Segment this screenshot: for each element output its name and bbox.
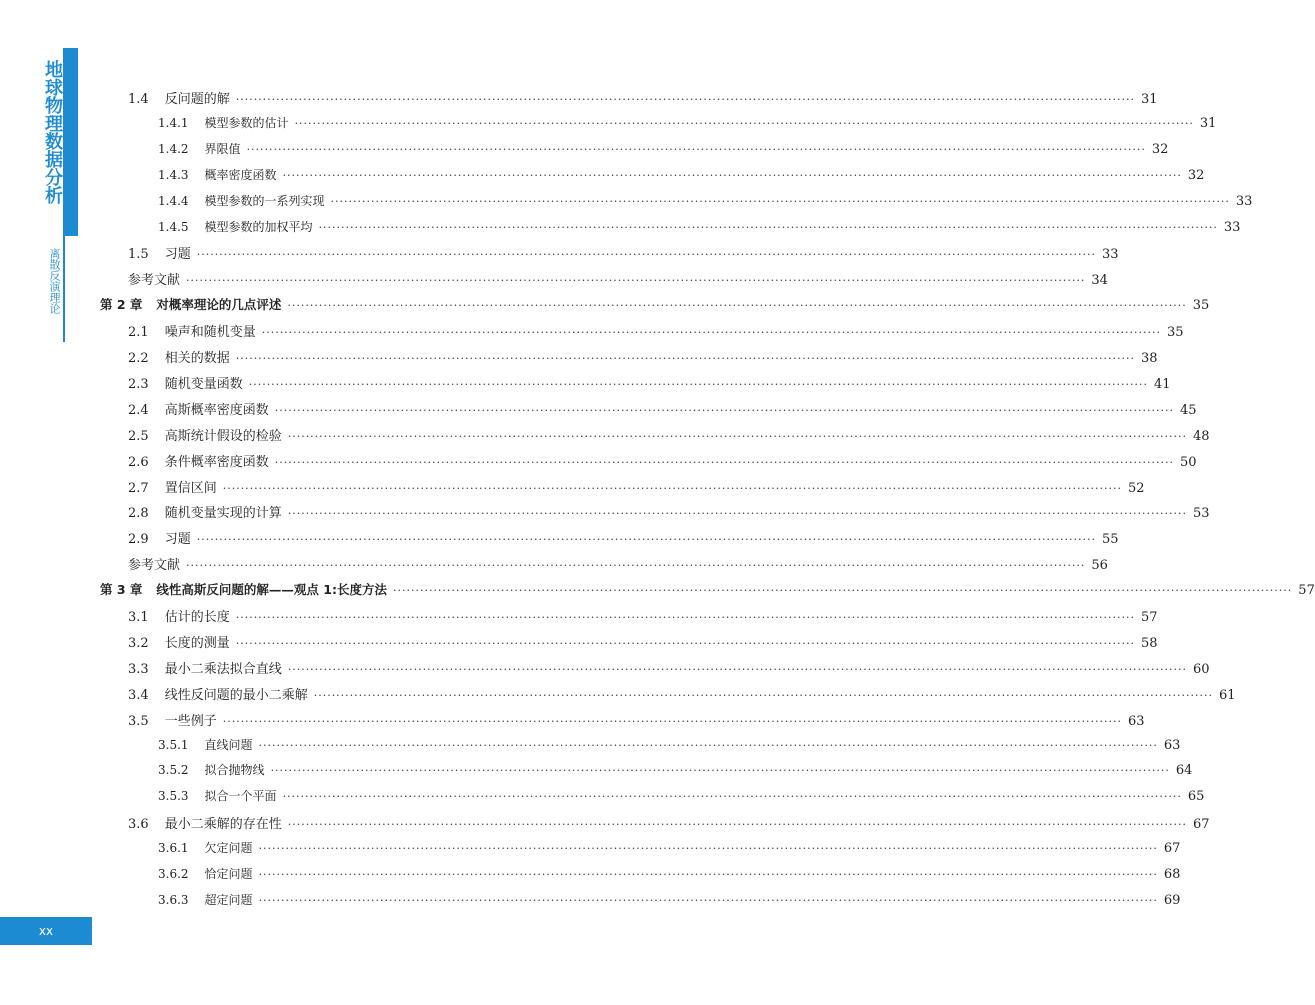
toc-entry-page: 61 — [1219, 687, 1236, 703]
side-accent-line — [63, 236, 65, 342]
toc-entry-page: 63 — [1163, 737, 1181, 753]
toc-entry-page: 32 — [1187, 167, 1205, 183]
toc-entry[interactable] — [128, 606, 1158, 628]
toc-entry-page: 57 — [1141, 610, 1158, 625]
toc-entry-page: 52 — [1128, 480, 1145, 496]
toc-entry-page: 31 — [1141, 92, 1158, 107]
toc-entry-number: 3.6 — [128, 817, 149, 833]
toc-entry[interactable] — [128, 88, 1158, 110]
toc-entry-page: 33 — [1102, 247, 1119, 263]
toc-entry[interactable] — [128, 321, 1184, 343]
toc-entry-page: 32 — [1151, 141, 1169, 157]
toc-entry-number: 1.4.4 — [158, 193, 189, 208]
toc-entry-title: 反问题的解 — [164, 92, 230, 107]
toc-entry-page: 48 — [1193, 428, 1210, 444]
toc-entry-title: 最小二乘解的存在性 — [164, 817, 282, 833]
toc-entry-title: 参考文献 — [128, 558, 181, 574]
toc-entry[interactable] — [128, 502, 1210, 524]
toc-entry[interactable] — [158, 761, 1193, 783]
toc-entry-page: 58 — [1141, 635, 1158, 651]
toc-entry[interactable] — [128, 269, 1108, 291]
toc-entry-number: 3.6.3 — [158, 892, 189, 907]
toc-entry-number: 3.5.1 — [158, 737, 189, 752]
toc-dot-leader: ········································································································································································································ — [258, 738, 1158, 752]
toc-entry-number: 2.5 — [128, 428, 149, 444]
toc-dot-leader: ········································································································································································································ — [282, 168, 1182, 182]
toc-entry-page: 63 — [1128, 713, 1145, 729]
toc-entry[interactable] — [158, 218, 1241, 240]
toc-dot-leader: ········································································································································································································ — [287, 429, 1188, 443]
toc-entry-number: 3.5 — [128, 713, 149, 729]
toc-dot-leader: ········································································································································································································ — [235, 611, 1136, 624]
side-band — [0, 0, 78, 1005]
toc-entry[interactable] — [158, 839, 1181, 861]
toc-entry[interactable] — [158, 891, 1181, 913]
toc-dot-leader: ········································································································································································································ — [235, 93, 1136, 106]
toc-entry-title: 长度的测量 — [164, 635, 230, 651]
toc-dot-leader: ········································································································································································································ — [235, 352, 1136, 365]
toc-entry-number: 3.6.2 — [158, 867, 189, 881]
toc-entry-number: 第 3 章 — [100, 582, 143, 598]
toc-entry-number: 2.3 — [128, 376, 149, 392]
toc-entry-title: 相关的数据 — [164, 351, 230, 366]
side-accent-bar — [63, 48, 78, 236]
toc-entry-number: 3.5.2 — [158, 763, 189, 778]
toc-dot-leader: ········································································································································································································ — [274, 403, 1175, 417]
toc-entry-title: 习题 — [164, 247, 191, 263]
toc-dot-leader: ········································································································································································································ — [258, 842, 1158, 856]
toc-entry-number: 2.8 — [128, 506, 149, 522]
toc-entry-number: 3.4 — [128, 687, 149, 703]
toc-entry-number: 1.4.3 — [158, 167, 189, 182]
toc-dot-leader: ········································································································································································································ — [287, 299, 1187, 313]
toc-entry-title: 对概率理论的几点评述 — [156, 297, 282, 313]
toc-entry-title: 估计的长度 — [164, 610, 230, 625]
toc-dot-leader: ········································································································································································································ — [258, 893, 1158, 907]
toc-entry-page: 69 — [1163, 892, 1181, 908]
toc-entry[interactable] — [128, 658, 1210, 680]
toc-entry[interactable] — [128, 425, 1210, 447]
toc-entry-number: 1.5 — [128, 247, 149, 263]
toc-entry-number: 1.4.5 — [158, 219, 189, 234]
toc-dot-leader: ········································································································································································································ — [392, 584, 1293, 598]
toc-entry-page: 67 — [1193, 817, 1210, 833]
toc-entry[interactable] — [158, 140, 1169, 162]
toc-entry-title: 概率密度函数 — [204, 167, 277, 182]
toc-entry-page: 65 — [1187, 789, 1205, 805]
toc-entry-title: 恰定问题 — [204, 867, 253, 881]
toc-dot-leader: ········································································································································································································ — [248, 377, 1149, 391]
toc-entry-page: 45 — [1180, 402, 1197, 418]
toc-entry-page: 35 — [1167, 325, 1184, 341]
toc-entry-number: 2.7 — [128, 480, 149, 496]
toc-entry[interactable] — [158, 787, 1205, 809]
toc-dot-leader: ········································································································································································································ — [318, 220, 1218, 234]
toc-entry-title: 界限值 — [204, 141, 241, 156]
toc-dot-leader: ········································································································································································································ — [235, 636, 1136, 650]
toc-entry-title: 拟合一个平面 — [204, 789, 277, 804]
book-subtitle: 离散反演理论 — [48, 248, 61, 314]
toc-entry[interactable] — [100, 580, 1315, 602]
toc-entry[interactable] — [128, 710, 1145, 732]
toc-entry-page: 57 — [1298, 583, 1315, 599]
toc-dot-leader: ········································································································································································································ — [186, 559, 1086, 573]
toc-entry-page: 35 — [1192, 298, 1210, 314]
toc-entry-page: 33 — [1235, 193, 1253, 209]
toc-entry[interactable] — [158, 114, 1217, 136]
toc-entry-title: 参考文献 — [128, 273, 181, 289]
toc-dot-leader: ········································································································································································································ — [196, 533, 1097, 547]
toc-entry[interactable] — [128, 373, 1171, 395]
toc-dot-leader: ········································································································································································································ — [282, 790, 1182, 804]
toc-entry[interactable] — [128, 632, 1158, 654]
toc-dot-leader: ········································································································································································································ — [287, 507, 1188, 521]
toc-entry-title: 置信区间 — [164, 480, 217, 496]
toc-entry-page: 50 — [1180, 454, 1197, 470]
toc-entry-page: 55 — [1102, 532, 1119, 548]
toc-entry-title: 欠定问题 — [204, 841, 253, 856]
toc-entry-page: 67 — [1163, 841, 1181, 857]
toc-entry-title: 直线问题 — [204, 737, 253, 752]
toc-dot-leader: ········································································································································································································ — [287, 818, 1188, 832]
toc-entry-page: 68 — [1163, 867, 1181, 882]
toc-entry-title: 拟合抛物线 — [204, 763, 265, 778]
toc-entry-number: 3.6.1 — [158, 841, 189, 856]
toc-entry-page: 31 — [1199, 115, 1217, 131]
toc-entry-title: 模型参数的加权平均 — [204, 219, 313, 234]
toc-entry-title: 随机变量实现的计算 — [164, 506, 282, 522]
book-title: 地球物理数据分析 — [42, 60, 63, 204]
toc-dot-leader: ········································································································································································································ — [196, 248, 1097, 262]
toc-entry-title: 条件概率密度函数 — [164, 454, 269, 470]
toc-dot-leader: ········································································································································································································ — [330, 194, 1230, 208]
toc-entry[interactable] — [128, 684, 1236, 706]
toc-entry[interactable] — [128, 554, 1108, 576]
toc-entry-title: 随机变量函数 — [164, 376, 243, 392]
toc-entry-number: 2.1 — [128, 325, 149, 341]
toc-entry-page: 53 — [1193, 506, 1210, 522]
toc-entry-page: 38 — [1141, 351, 1158, 366]
toc-entry-page: 41 — [1154, 376, 1171, 392]
toc-entry-number: 3.3 — [128, 661, 149, 677]
toc-entry-page: 64 — [1175, 763, 1193, 779]
toc-entry-title: 噪声和随机变量 — [164, 325, 256, 341]
toc-entry-page: 34 — [1091, 273, 1108, 289]
toc-entry[interactable] — [128, 451, 1197, 473]
toc-dot-leader: ········································································································································································································ — [246, 142, 1146, 156]
toc-entry-title: 习题 — [164, 532, 191, 548]
toc-entry[interactable] — [128, 399, 1197, 421]
toc-entry[interactable] — [128, 347, 1158, 369]
toc-dot-leader: ········································································································································································································ — [258, 868, 1158, 881]
toc-entry-number: 2.4 — [128, 402, 149, 418]
toc-entry-number: 2.2 — [128, 351, 149, 366]
toc-entry-title: 一些例子 — [164, 713, 217, 729]
toc-entry[interactable] — [128, 813, 1210, 835]
toc-entry[interactable] — [158, 736, 1181, 758]
toc-entry[interactable] — [158, 865, 1181, 887]
toc-dot-leader: ········································································································································································································ — [222, 481, 1123, 495]
toc-entry-number: 第 2 章 — [100, 297, 143, 313]
toc-dot-leader: ········································································································································································································ — [186, 274, 1086, 288]
toc-entry-number: 1.4.1 — [158, 115, 189, 130]
toc-entry-title: 最小二乘法拟合直线 — [164, 661, 282, 677]
toc-entry-title: 模型参数的一系列实现 — [204, 193, 325, 208]
toc-entry-page: 56 — [1091, 558, 1108, 574]
toc-entry[interactable] — [100, 295, 1210, 317]
toc-entry-page: 33 — [1223, 219, 1241, 235]
toc-dot-leader: ········································································································································································································ — [270, 764, 1170, 778]
toc-entry-title: 高斯概率密度函数 — [164, 402, 269, 418]
toc-entry-number: 1.4 — [128, 92, 149, 107]
toc-dot-leader: ········································································································································································································ — [287, 662, 1188, 676]
toc-entry-number: 3.1 — [128, 610, 149, 625]
toc-entry[interactable] — [128, 477, 1145, 499]
toc-entry-number: 3.2 — [128, 635, 149, 651]
toc-entry-number: 2.6 — [128, 454, 149, 470]
toc-entry-number: 2.9 — [128, 532, 149, 548]
toc-dot-leader: ········································································································································································································ — [261, 326, 1162, 340]
page-number: xx — [0, 917, 92, 945]
toc-dot-leader: ········································································································································································································ — [222, 714, 1123, 728]
toc-entry-page: 60 — [1193, 661, 1210, 677]
toc-entry-title: 高斯统计假设的检验 — [164, 428, 282, 444]
toc-entry-title: 线性高斯反问题的解——观点 1:长度方法 — [156, 582, 387, 598]
toc-dot-leader: ········································································································································································································ — [313, 688, 1214, 702]
toc-entry[interactable] — [158, 192, 1253, 214]
toc-dot-leader: ········································································································································································································ — [294, 116, 1194, 130]
toc-entry[interactable] — [158, 166, 1205, 188]
toc-entry[interactable] — [128, 243, 1119, 265]
toc-dot-leader: ········································································································································································································ — [274, 455, 1175, 469]
toc-entry[interactable] — [128, 528, 1119, 550]
toc-entry-title: 线性反问题的最小二乘解 — [164, 687, 308, 703]
toc-entry-number: 1.4.2 — [158, 141, 189, 156]
toc-entry-title: 模型参数的估计 — [204, 115, 289, 130]
toc-entry-title: 超定问题 — [204, 892, 253, 907]
toc-entry-number: 3.5.3 — [158, 789, 189, 804]
